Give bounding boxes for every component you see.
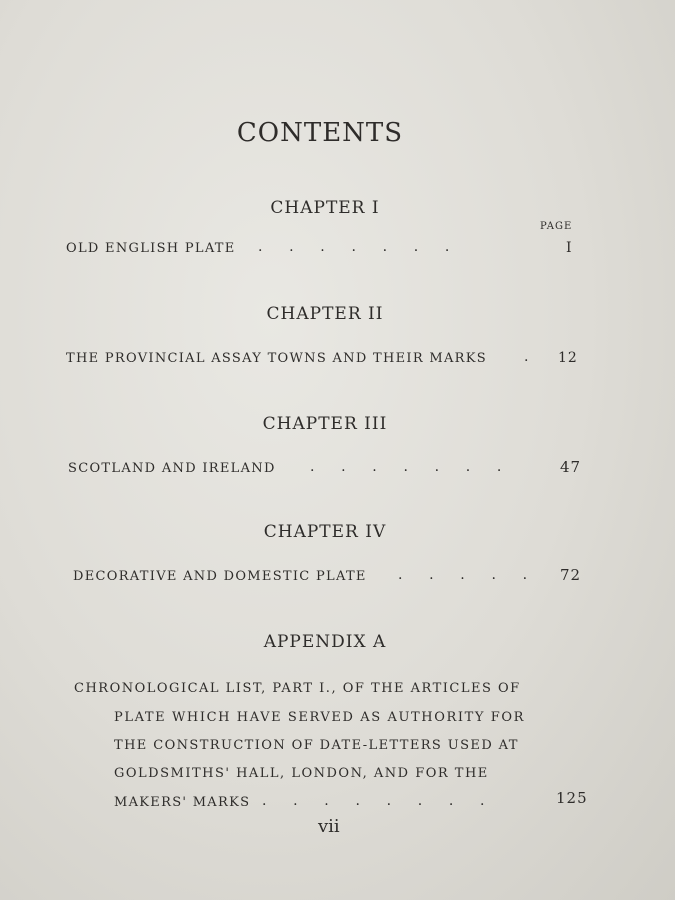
appendix-entry-line: PLATE WHICH HAVE SERVED AS AUTHORITY FOR (114, 710, 526, 725)
page-column-label: PAGE (540, 221, 573, 232)
appendix-entry-line: CHRONOLOGICAL LIST, PART I., OF THE ARTICLES OF (74, 681, 521, 696)
chapter-heading: CHAPTER I (270, 198, 380, 218)
dot-leader: . . . . . (398, 567, 528, 583)
toc-entry-page: I (566, 240, 573, 256)
contents-title: CONTENTS (236, 118, 404, 148)
page-folio: vii (318, 816, 340, 837)
chapter-heading: CHAPTER II (266, 304, 384, 324)
toc-entry-title: DECORATIVE AND DOMESTIC PLATE (73, 569, 367, 584)
chapter-heading: CHAPTER IV (263, 522, 387, 542)
appendix-entry-line: MAKERS' MARKS (114, 795, 251, 810)
dot-leader: . . . . . . . (310, 459, 502, 475)
dot-leader: . . . . . . . . (262, 793, 485, 809)
appendix-heading: APPENDIX A (263, 632, 387, 652)
toc-entry-title: THE PROVINCIAL ASSAY TOWNS AND THEIR MARKS (66, 351, 487, 366)
dot-leader: . (524, 349, 529, 365)
toc-entry-page: 72 (560, 566, 582, 584)
appendix-entry-line: THE CONSTRUCTION OF DATE-LETTERS USED AT (114, 738, 519, 753)
toc-entry-title: OLD ENGLISH PLATE (66, 241, 236, 256)
toc-entry-title: SCOTLAND AND IRELAND (68, 461, 276, 476)
appendix-entry-line: GOLDSMITHS' HALL, LONDON, AND FOR THE (114, 766, 489, 781)
toc-entry-page: 12 (558, 350, 578, 366)
chapter-heading: CHAPTER III (262, 414, 388, 434)
dot-leader: . . . . . . . (258, 239, 450, 255)
toc-entry-page: 125 (556, 789, 588, 807)
toc-entry-page: 47 (560, 458, 582, 476)
